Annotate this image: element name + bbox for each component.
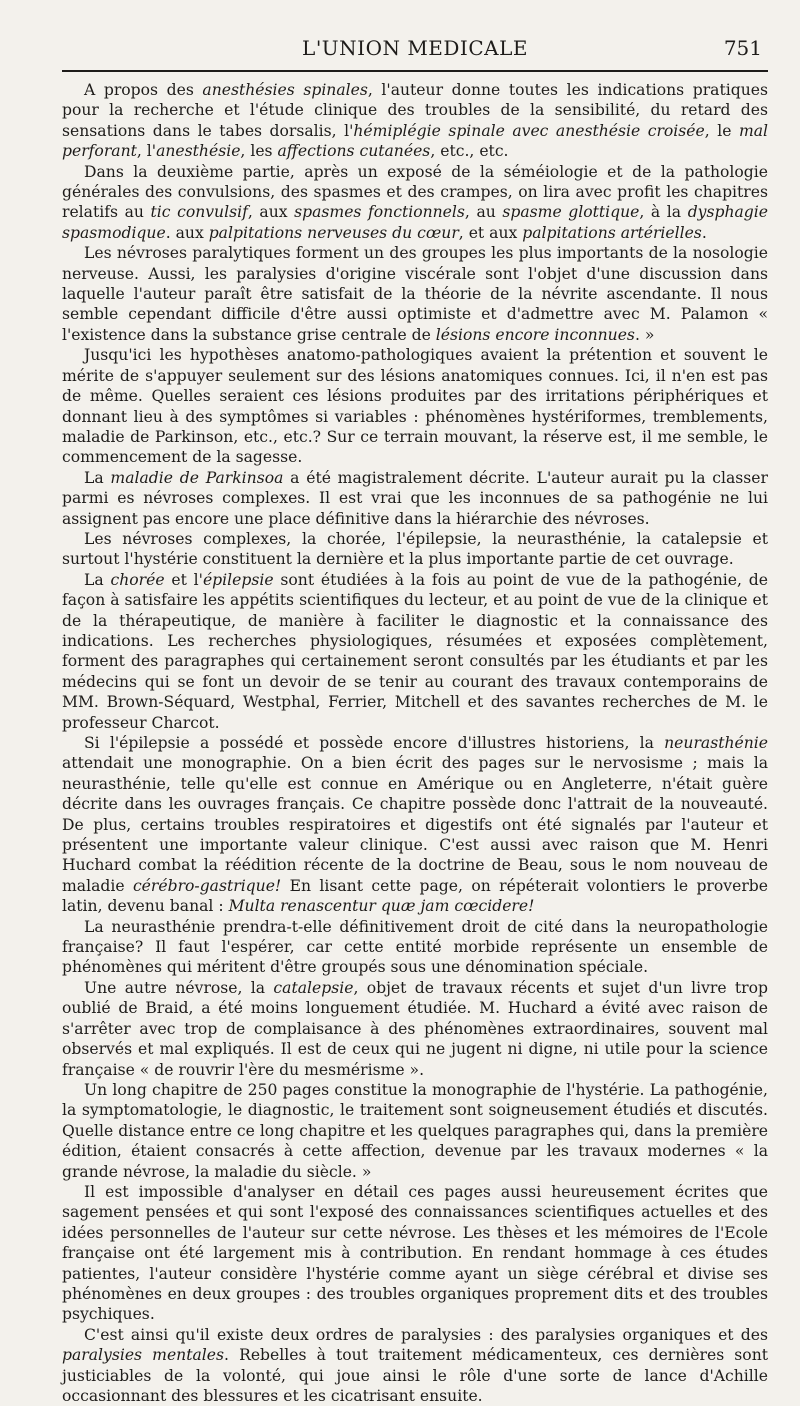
text-run: , l' xyxy=(136,142,157,161)
text-run: , aux xyxy=(247,203,295,222)
italic-text: mal perforant xyxy=(62,121,769,161)
page-header xyxy=(62,36,768,62)
italic-text: tic convulsif xyxy=(150,203,248,222)
paragraph xyxy=(62,733,768,917)
italic-text: paralysies mentales xyxy=(62,1346,225,1365)
italic-text: dysphagie spasmodique xyxy=(62,203,769,242)
text-run: . Rebelles à tout traitement médicamenteux, ces dernières sont justiciables de la volonté, qui joue ainsi le rôle d'une sorte de lance d'Achille occasionnant des blessures et les cicatrisant ensuite. xyxy=(62,1346,769,1405)
paragraph xyxy=(62,80,768,162)
paragraph xyxy=(62,529,768,570)
paragraph xyxy=(62,570,768,733)
article-body xyxy=(62,80,768,1406)
text-run: La xyxy=(84,468,111,487)
text-run: a été magistralement décrite. L'auteur aurait pu la classer parmi es névroses complexes. Il est vrai que les inconnues de sa pathogénie ne lui assignent pas encore une place définitive dans la hiérarchie des névroses. xyxy=(62,468,768,528)
paragraph xyxy=(62,917,768,978)
text-run: Il est impossible d'analyser en détail ces pages aussi heureusement écrites que sagement pensées et qui sont l'exposé des connaissances scientifiques actuelles et des idées personnelles de l'auteur sur cette névrose. Les thèses et les mémoires de l'Ecole française ont été largement mis à contribution. En rendant hommage à ces études patientes, l'auteur considère l'hystérie comme ayant un siège cérébral et divise ses phénomènes en deux groupes : des troubles organiques proprement dits et des troubles psychiques. xyxy=(62,1182,768,1324)
text-run: , les xyxy=(240,142,278,161)
text-run: Une autre névrose, la xyxy=(84,978,274,997)
paragraph xyxy=(62,1080,768,1182)
text-run: et l' xyxy=(164,570,203,589)
text-run: , objet de travaux récents et sujet d'un livre trop oublié de Braid, a été moins longuement étudiée. M. Huchard a évité avec raison de s'arrêter avec trop de complaisance à des phénomènes extraordinaires, souvent mal observés et mal expliqués. Il est de ceux qui ne jugent ni digne, ni utile pour la science française « de rouvrir l'ère du mesmérisme ». xyxy=(62,978,768,1079)
italic-text: chorée xyxy=(110,570,165,589)
italic-text: maladie de Parkinsoa xyxy=(110,468,284,487)
paragraph xyxy=(62,1325,768,1406)
running-head: L'UNION MEDICALE xyxy=(302,36,528,60)
header-rule xyxy=(62,70,768,72)
italic-text: catalepsie xyxy=(273,978,354,997)
paragraph xyxy=(62,1182,768,1325)
text-run: Un long chapitre de 250 pages constitue la monographie de l'hystérie. La pathogénie, la symptomatologie, le diagnostic, le traitement sont soigneusement étudiés et discutés. Quelle distance entre ce long chapitre et les quelques paragraphes qui, dans la première édition, étaient consacrés à cette affection, devenue par les travaux modernes « la grande névrose, la maladie du siècle. » xyxy=(62,1080,768,1181)
text-run: A propos des xyxy=(84,81,203,99)
italic-text: Multa renascentur quæ jam cœcidere! xyxy=(228,897,535,916)
text-run: Les névroses paralytiques forment un des groupes les plus importants de la nosologie nerveuse. Aussi, les paralysies d'origine viscérale sont l'objet d'une discussion dans laquelle l'auteur paraît être satisfait de la théorie de la névrite ascendante. Il nous semble cependant difficile d'être aussi optimiste et d'admettre avec M. Palamon « l'existence dans la substance grise centrale de xyxy=(62,244,768,344)
text-run: , et aux xyxy=(458,223,523,242)
text-run: , au xyxy=(464,203,503,222)
text-run: C'est ainsi qu'il existe deux ordres de paralysies : des paralysies organiques et des xyxy=(84,1325,768,1344)
paragraph xyxy=(62,345,768,467)
text-run: La xyxy=(84,570,111,589)
text-run: attendait une monographie. On a bien écrit des pages sur le nervosisme ; mais la neurasthénie, telle qu'elle est connue en Amérique ou en Angleterre, n'était guère décrite dans les ouvrages français. Ce chapitre possède donc l'attrait de la nouveauté. De plus, certains troubles respiratoires et digestifs ont été signalés par l'auteur et présentent une importante valeur clinique. C'est aussi avec raison que M. Henri Huchard combat la réédition récente de la doctrine de Beau, sous le nom nouveau de maladie xyxy=(62,754,768,895)
italic-text: palpitations artérielles xyxy=(522,223,702,242)
text-run: Jusqu'ici les hypothèses anatomo-pathologiques avaient la prétention et souvent le mérite de s'appuyer seulement sur des lésions anatomiques connues. Ici, il n'en est pas de même. Quelles seraient ces lésions produites par des irritations périphériques et donnant lieu à des symptômes si variables : phénomènes hystériformes, tremblements, maladie de Parkinson, etc., etc.? Sur ce terrain mouvant, la réserve est, il me semble, le commencement de la sagesse. xyxy=(62,346,768,467)
italic-text: anesthésies spinales xyxy=(202,81,368,99)
text-run: . » xyxy=(634,325,655,344)
text-run: , etc., etc. xyxy=(430,142,509,161)
text-run: , à la xyxy=(639,203,688,222)
italic-text: épilepsie xyxy=(202,570,274,589)
italic-text: spasmes fonctionnels xyxy=(294,203,465,222)
paragraph xyxy=(62,162,768,244)
italic-text: neurasthénie xyxy=(664,734,768,752)
italic-text: lésions encore inconnues xyxy=(435,325,635,344)
paragraph xyxy=(62,468,768,529)
italic-text: hémiplégie spinale avec anesthésie croisée xyxy=(353,121,705,140)
text-run: En lisant cette page, on répéterait volontiers le proverbe latin, devenu banal : xyxy=(62,876,768,916)
italic-text: affections cutanées xyxy=(277,142,431,161)
text-run: Dans la deuxième partie, après un exposé de la séméiologie et de la pathologie générales des convulsions, des spasmes et des crampes, on lira avec profit les chapitres relatifs au xyxy=(62,162,768,222)
text-run: La neurasthénie prendra-t-elle définitivement droit de cité dans la neuropathologie française? Il faut l'espérer, car cette entité morbide représente un ensemble de phénomènes qui méritent d'être groupés sous une dénomination spéciale. xyxy=(62,917,768,977)
text-run: , le xyxy=(704,121,739,140)
italic-text: anesthésie xyxy=(156,142,241,161)
text-run: sont étudiées à la fois au point de vue de la pathogénie, de façon à satisfaire les appétits scientifiques du lecteur, et au point de vue de la clinique et de la thérapeutique, de manière à faciliter le diagnostic et la connaissance des indications. Les recherches physiologiques, résumées et exposées complètement, forment des paragraphes qui certainement seront consultés par les étudiants et par les médecins qui se font un devoir de se tenir au courant des travaux contemporains de MM. Brown-Séquard, Westphal, Ferrier, Mitchell et des savantes recherches de M. le professeur Charcot. xyxy=(62,570,768,732)
text-run: , l'auteur donne toutes les indications pratiques pour la recherche et l'étude clinique des troubles de la sensibilité, du retard des sensations dans le tabes dorsalis, l' xyxy=(62,81,768,140)
text-run: . xyxy=(701,223,707,242)
text-run: Si l'épilepsie a possédé et possède encore d'illustres historiens, la xyxy=(84,734,665,752)
text-run: . aux xyxy=(165,223,209,242)
paragraph xyxy=(62,978,768,1080)
italic-text: spasme glottique xyxy=(502,203,640,222)
italic-text: palpitations nerveuses du cœur xyxy=(208,223,459,242)
text-run: Les névroses complexes, la chorée, l'épilepsie, la neurasthénie, la catalepsie et surtout l'hystérie constituent la dernière et la plus importante partie de cet ouvrage. xyxy=(62,529,768,569)
page-number: 751 xyxy=(723,36,762,60)
italic-text: cérébro-gastrique! xyxy=(132,876,282,895)
paragraph xyxy=(62,243,768,345)
